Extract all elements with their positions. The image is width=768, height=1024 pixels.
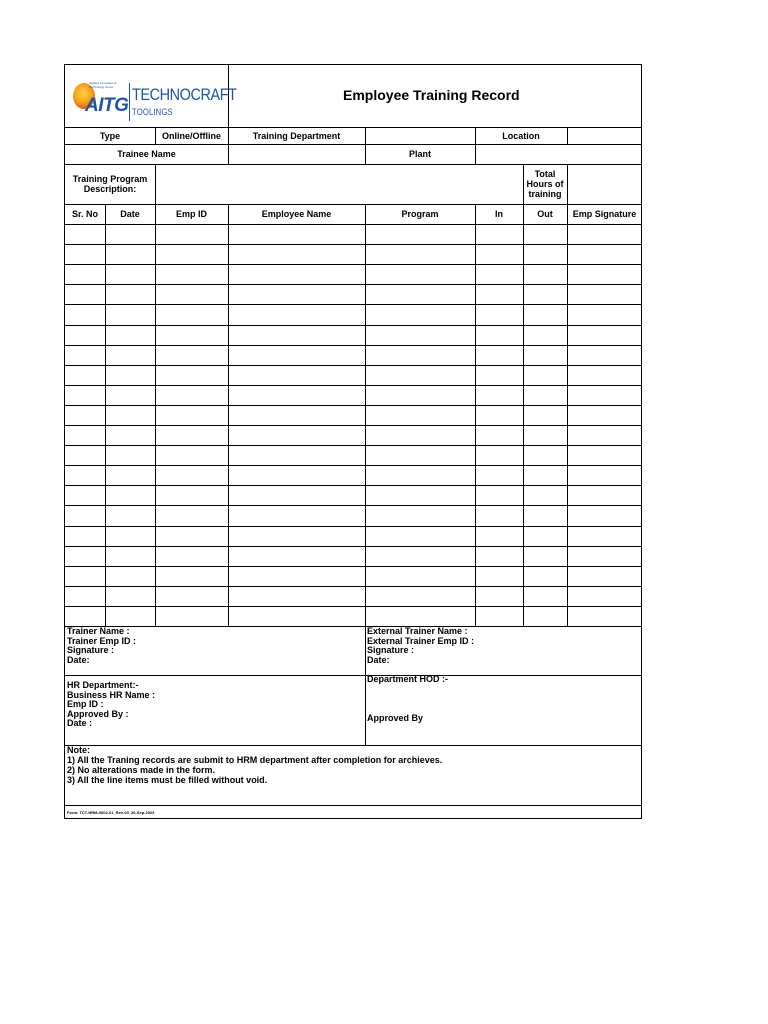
grid-line — [65, 144, 642, 145]
trainee-name-label: Trainee Name — [117, 149, 176, 159]
program-description-label: Training Program Description: — [72, 174, 148, 194]
grid-line — [65, 325, 642, 326]
location-label: Location — [502, 130, 540, 141]
form-title: Employee Training Record — [343, 87, 520, 103]
grid-line — [65, 505, 642, 506]
column-header-emp-signature: Emp Signature — [572, 209, 637, 219]
grid-line — [475, 127, 476, 164]
column-header-in: In — [495, 209, 503, 219]
grid-line — [365, 626, 366, 745]
grid-line — [65, 566, 642, 567]
grid-line — [523, 164, 524, 204]
grid-line — [228, 204, 229, 626]
grid-line — [65, 675, 642, 676]
grid-line — [65, 365, 642, 366]
grid-line — [567, 164, 568, 204]
grid-line — [65, 445, 642, 446]
note-item-1: 1) All the Traning records are submit to HRM department after completion for archieves. — [67, 755, 443, 765]
grid-line — [567, 204, 568, 626]
company-name: TECHNOCRAFT — [132, 85, 237, 104]
approved-by-label: Approved By — [367, 713, 424, 723]
column-header-out: Out — [537, 209, 553, 219]
online-offline-label: Online/Offline — [161, 130, 221, 141]
trainer-details: Trainer Name : Trainer Emp ID : Signature : Date: — [67, 626, 137, 665]
grid-line — [65, 405, 642, 406]
column-header-sr-no: Sr. No — [71, 209, 98, 219]
external-trainer-details: External Trainer Name : External Trainer Emp ID : Signature : Date: — [367, 626, 475, 665]
grid-line — [65, 244, 642, 245]
grid-line — [365, 204, 366, 626]
type-label: Type — [99, 130, 121, 141]
logo-tagline: Applied Innovation & Technology Group — [89, 81, 117, 89]
company-subname: TOOLINGS — [132, 107, 173, 117]
grid-line — [65, 345, 642, 346]
logo-aitg-text: AITG — [85, 95, 129, 116]
notes-heading: Note: — [67, 745, 90, 755]
plant-label: Plant — [408, 149, 431, 159]
grid-line — [65, 586, 642, 587]
column-header-date: Date — [120, 209, 140, 219]
grid-line — [65, 204, 642, 205]
grid-line — [65, 304, 642, 305]
training-department-label: Training Department — [252, 130, 341, 141]
grid-line — [65, 164, 642, 165]
column-header-program: Program — [401, 209, 439, 219]
form-number: Form: TCT-HRM-0602-01_Rev-03_26-Sep-2023 — [67, 810, 155, 815]
training-record-form — [64, 64, 642, 819]
grid-line — [155, 164, 156, 204]
grid-line — [65, 425, 642, 426]
grid-line — [65, 465, 642, 466]
hr-department-details: HR Department:- Business HR Name : Emp ID : Approved By : Date : — [67, 680, 156, 728]
column-header-employee-name: Employee Name — [261, 209, 332, 219]
grid-line — [155, 204, 156, 626]
grid-line — [65, 127, 642, 128]
logo-divider — [129, 83, 130, 121]
grid-line — [228, 65, 229, 127]
grid-line — [65, 626, 642, 627]
note-item-2: 2) No alterations made in the form. — [67, 765, 216, 775]
grid-line — [65, 485, 642, 486]
grid-line — [65, 606, 642, 607]
grid-line — [65, 805, 642, 806]
grid-line — [365, 127, 366, 164]
company-logo — [69, 71, 237, 123]
department-hod-label: Department HOD :- — [367, 674, 449, 684]
column-header-emp-id: Emp ID — [175, 209, 207, 219]
grid-line — [523, 204, 524, 626]
note-item-3: 3) All the line items must be filled without void. — [67, 775, 268, 785]
grid-line — [65, 526, 642, 527]
grid-line — [65, 284, 642, 285]
grid-line — [65, 264, 642, 265]
total-hours-label: Total Hours of training — [526, 169, 564, 199]
grid-line — [105, 204, 106, 626]
grid-line — [475, 204, 476, 626]
grid-line — [155, 127, 156, 144]
grid-line — [65, 224, 642, 225]
grid-line — [567, 127, 568, 144]
grid-line — [65, 385, 642, 386]
grid-line — [228, 127, 229, 164]
grid-line — [65, 745, 642, 746]
grid-line — [65, 546, 642, 547]
